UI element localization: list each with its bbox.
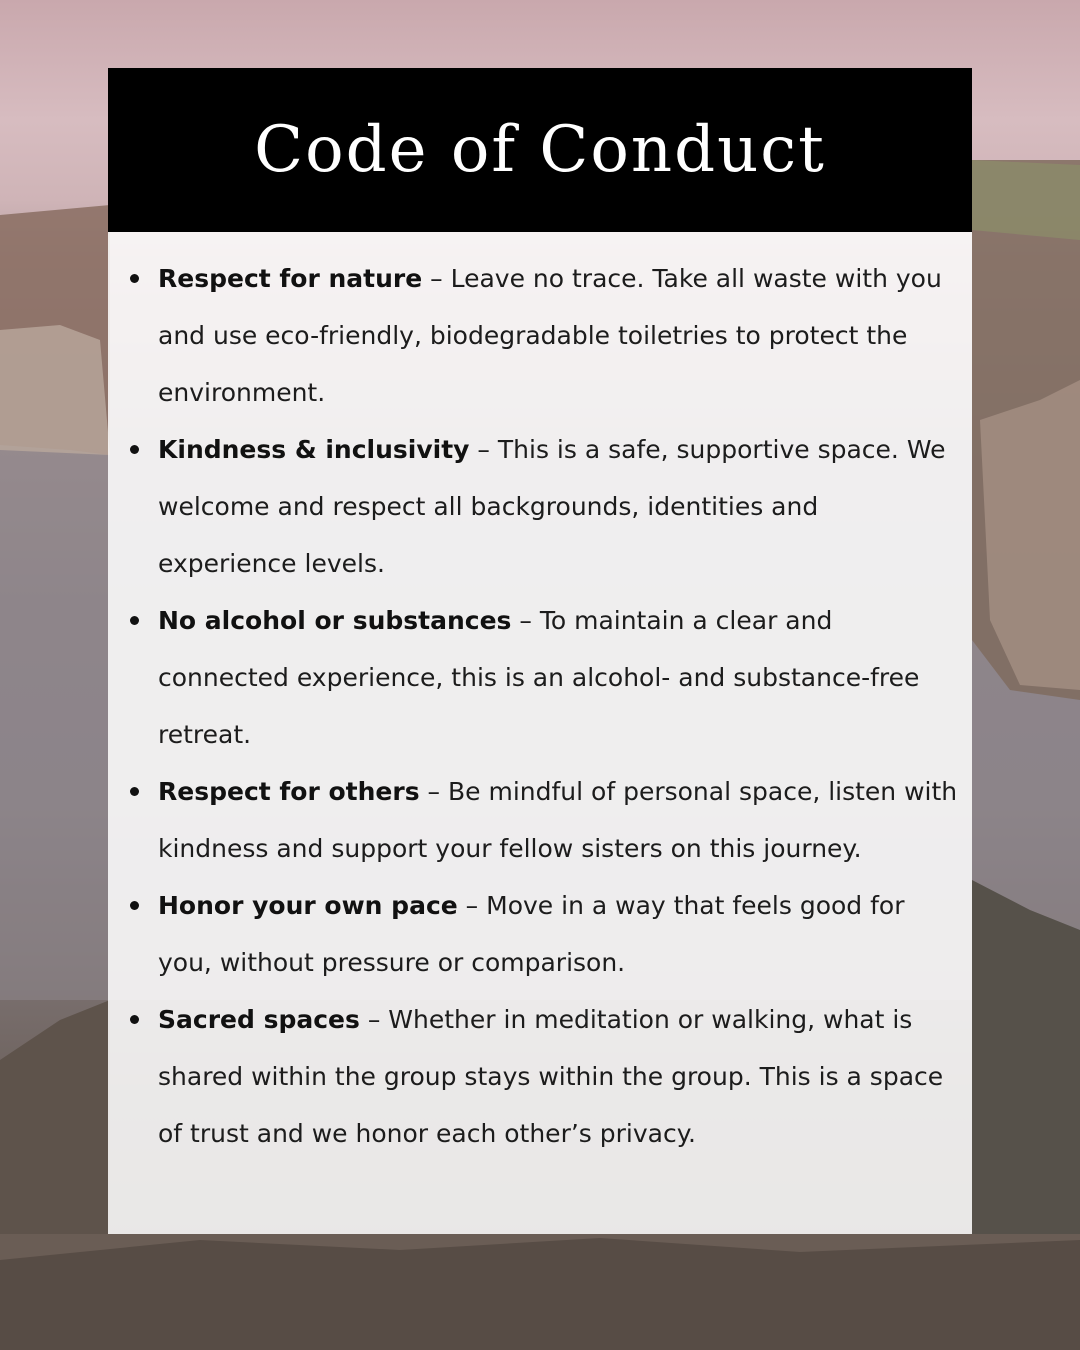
header-banner	[108, 68, 972, 232]
rule-separator: –	[359, 1005, 389, 1034]
rule-separator: –	[422, 264, 451, 293]
rule-text: This is a safe, supportive space. We welcome and respect all backgrounds, identities and experience levels.	[158, 435, 946, 578]
rule-separator: –	[469, 435, 498, 464]
rules-panel	[108, 232, 972, 1234]
rule-text: Move in a way that feels good for you, without pressure or comparison.	[158, 891, 905, 977]
rule-item	[158, 991, 958, 1162]
rule-term: Sacred spaces	[158, 1005, 360, 1034]
rule-item	[158, 763, 958, 877]
rule-text: Leave no trace. Take all waste with you and use eco-friendly, biodegradable toiletries to protect the environment.	[158, 264, 942, 407]
rule-item	[158, 421, 958, 592]
rule-term: No alcohol or substances	[158, 606, 512, 635]
bullet-icon	[130, 274, 139, 283]
rules-list	[108, 232, 972, 1162]
page-title: Code of Conduct	[254, 113, 826, 187]
rule-item	[158, 877, 958, 991]
bullet-icon	[130, 445, 139, 454]
rule-text: To maintain a clear and connected experience, this is an alcohol- and substance-free retreat.	[158, 606, 920, 749]
bullet-icon	[130, 1015, 139, 1024]
rule-term: Respect for nature	[158, 264, 423, 293]
bullet-icon	[130, 787, 139, 796]
bullet-icon	[130, 616, 139, 625]
rule-separator: –	[419, 777, 448, 806]
rule-term: Honor your own pace	[158, 891, 458, 920]
bullet-icon	[130, 901, 139, 910]
rule-item	[158, 250, 958, 421]
rule-item	[158, 592, 958, 763]
rule-term: Kindness & inclusivity	[158, 435, 470, 464]
rule-separator: –	[457, 891, 487, 920]
rule-text: Be mindful of personal space, listen with kindness and support your fellow sisters on this journey.	[158, 777, 958, 863]
rule-text: Whether in meditation or walking, what is shared within the group stays within the group. This is a space of trust and we honor each other’s privacy.	[158, 1005, 944, 1148]
rule-term: Respect for others	[158, 777, 420, 806]
rule-separator: –	[511, 606, 540, 635]
